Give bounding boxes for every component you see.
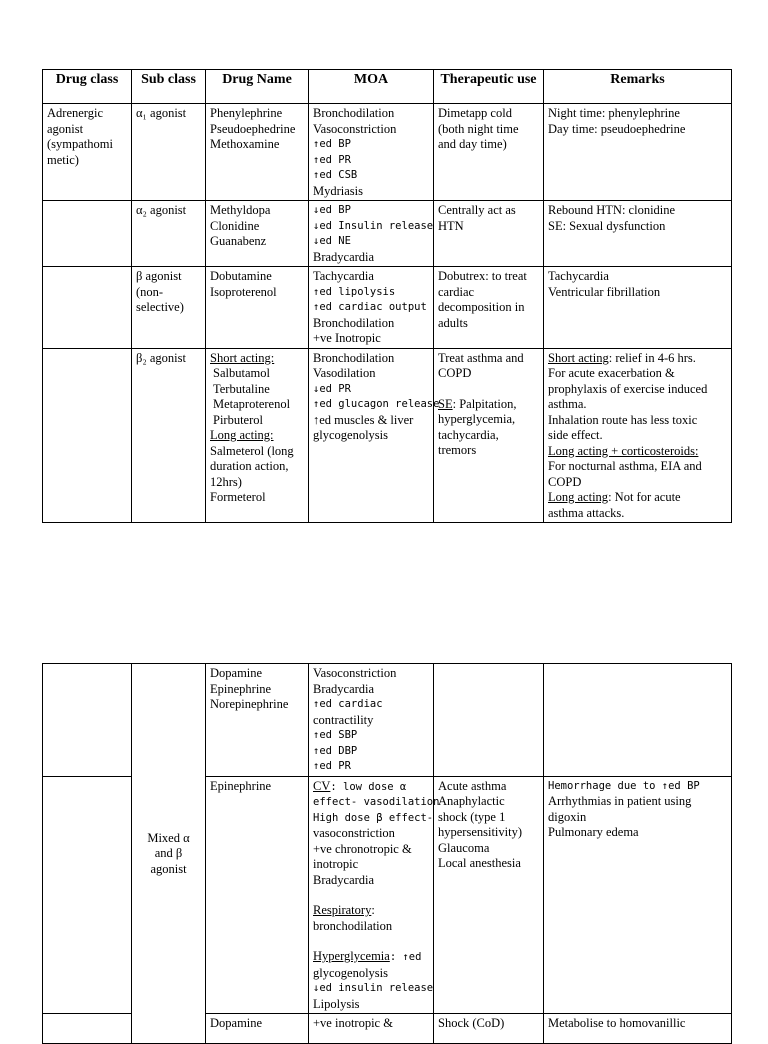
cv-text: : low dose α [330,780,407,793]
remarks-cell [544,1014,732,1044]
moa-line: ↓ed PR [313,382,351,395]
se-label: SE [438,396,453,411]
drug-name: Salmeterol (long [210,443,294,458]
drug-name: Dopamine [210,1016,263,1030]
respiratory-label: Respiratory [313,903,372,917]
table-row [43,267,732,349]
spacer [313,934,429,949]
moa-line: High dose β effect- [313,811,434,824]
drug-name: Epinephrine [210,778,272,793]
remarks-cell [544,104,732,201]
drug-name: Pseudoephedrine [210,121,296,136]
moa-line: Tachycardia [313,269,374,283]
short-acting-remark-text: : relief in 4-6 hrs. [608,350,696,365]
sub-class-label: (non- [136,284,164,299]
moa-line: ↑ed CSB [313,169,358,181]
drug-name: Guanabenz [210,234,267,248]
remarks-cell [544,348,732,523]
remark-line: asthma attacks. [548,505,625,520]
therapeutic-use-cell [434,104,544,201]
sub-class-label: selective) [136,300,184,314]
moa-line: bronchodilation [313,918,393,933]
sub-class-label: Mixed α [147,830,190,845]
use-line: HTN [438,218,464,233]
drug-class-cell [43,267,132,349]
drug-name: Isoproterenol [210,284,277,299]
spacer [438,382,539,397]
remark-line: Rebound HTN: clonidine [548,203,676,217]
use-line: tremors [438,443,477,457]
remark-line: asthma. [548,397,587,411]
remark-line: Day time: pseudoephedrine [548,121,686,136]
long-acting-remark-text: : Not for acute [608,490,681,504]
drug-name: Epinephrine [210,681,272,696]
drug-name: Terbutaline [213,381,270,396]
respiratory-text: : [371,903,375,917]
moa-line: Mydriasis [313,183,363,198]
use-line: tachycardia, [438,427,499,442]
moa-line: ↑ed PR [313,153,351,166]
remark-line: Tachycardia [548,269,609,283]
drug-name: Dopamine [210,666,263,680]
sub-class-label: agonist [150,861,187,876]
moa-line: ↑ed DBP [313,744,358,757]
therapeutic-use-cell [434,267,544,349]
use-line: hyperglycemia, [438,412,516,426]
remark-line: Pulmonary edema [548,825,639,839]
cv-label: CV [313,778,331,793]
drug-name-cell [206,1014,309,1044]
remark-line [548,351,727,367]
use-line: Treat asthma and [438,350,524,365]
moa-line: vasoconstriction [313,826,395,840]
sub-class-cell [132,348,206,523]
moa-line: inotropic [313,857,359,871]
sub-class-label: β agonist [136,269,182,283]
moa-line: ↑ed glucagon release [313,398,440,410]
moa-line: Bradycardia [313,681,375,696]
header-drug-class: Drug class [43,70,132,104]
table-row [43,201,732,267]
remark-line: For acute exacerbation & [548,366,675,380]
moa-line: ↑ed BP [313,138,351,150]
therapeutic-use-cell [434,1014,544,1044]
moa-line: contractility [313,712,374,727]
sub-class-label: β₂ agonist [136,350,186,365]
drug-class-line: Adrenergic [47,106,103,120]
se-text: : Palpitation, [452,396,517,411]
moa-line: ↑ed SBP [313,729,358,741]
moa-line: +ve inotropic & [313,1016,393,1030]
drug-name: Clonidine [210,218,260,233]
table-row [43,664,732,777]
moa-line: +ve chronotropic & [313,841,412,856]
drug-name: Salbutamol [213,366,270,380]
use-line: Local anesthesia [438,856,521,870]
use-line: hypersensitivity) [438,825,523,839]
moa-line: +ve Inotropic [313,331,381,345]
drug-class-cell [43,1014,132,1044]
remark-line: side effect. [548,428,603,442]
moa-line: Vasoconstriction [313,666,397,680]
therapeutic-use-cell [434,201,544,267]
drug-name: Norepinephrine [210,697,289,711]
moa-line: ↑ed cardiac output [313,301,427,313]
moa-line: Vasodilation [313,366,376,380]
sub-class-label: α₁ agonist [136,106,187,120]
remarks-cell [544,664,732,777]
drug-name: Metaproterenol [213,397,291,411]
short-acting-remark-label: Short acting [548,350,609,365]
therapeutic-use-cell [434,776,544,1014]
moa-line: Bradycardia [313,872,375,887]
use-line: shock (type 1 [438,809,506,824]
remark-line: digoxin [548,809,587,824]
drug-name: Formeterol [210,490,266,504]
remark-line: Metabolise to homovanillic [548,1016,686,1030]
remark-line: Night time: phenylephrine [548,106,680,120]
use-line: cardiac [438,284,475,299]
moa-cell [309,267,434,349]
drug-class-cell [43,104,132,201]
sub-class-cell [132,201,206,267]
hyperglycemia-text: : ↑ed [389,951,422,963]
therapeutic-use-cell [434,664,544,777]
moa-line: ↓ed BP [313,204,351,216]
moa-line: Lipolysis [313,996,360,1011]
header-sub-class: Sub class [132,70,206,104]
moa-line: effect- vasodilation [313,796,440,808]
moa-line: ↑ed muscles & liver [313,412,414,427]
moa-line: Vasoconstriction [313,121,397,136]
header-remarks: Remarks [544,70,732,104]
remark-line [548,490,727,506]
drug-table-mixed-agonist [42,663,732,1044]
drug-name-cell [206,664,309,777]
remarks-cell [544,776,732,1014]
moa-cell [309,664,434,777]
moa-cell [309,776,440,1014]
side-effects-line [438,397,539,413]
moa-line: ↑ed lipolysis [313,285,396,298]
drug-table-adrenergic [42,69,732,523]
moa-cell [309,201,434,267]
remark-line: Arrhythmias in patient using [548,794,692,808]
drug-class-line: agonist [47,121,84,136]
moa-cell [309,348,440,523]
moa-line: ↓ed NE [313,235,351,247]
table-header-row [43,70,732,104]
drug-class-cell [43,664,132,777]
use-line: (both night time [438,121,519,136]
table-row [43,104,732,201]
moa-line [313,903,429,919]
moa-line: ↓ed Insulin release [313,219,434,232]
drug-name: Dobutamine [210,269,272,283]
moa-line [313,779,429,796]
moa-line: ↑ed PR [313,760,351,772]
use-line: Centrally act as [438,203,516,217]
sub-class-cell [132,664,206,1044]
moa-line: glycogenolysis [313,428,388,442]
drug-name-cell [206,776,309,1014]
drug-class-line: (sympathomi [47,137,113,151]
use-line: adults [438,315,468,330]
remark-line: Hemorrhage due to ↑ed BP [548,779,700,792]
moa-line: glycogenolysis [313,965,388,980]
drug-name: Methoxamine [210,137,280,151]
use-line: COPD [438,366,472,380]
moa-cell [309,1014,434,1044]
header-moa: MOA [309,70,434,104]
table-row [43,348,732,523]
drug-name: Pirbuterol [213,412,263,427]
drug-class-cell [43,201,132,267]
drug-name: duration action, [210,459,289,473]
moa-line: ↓ed insulin release [313,982,434,994]
sub-class-label: and β [154,846,183,861]
drug-class-cell [43,348,132,523]
use-line: decomposition in [438,300,525,314]
sub-class-cell [132,267,206,349]
spacer [313,888,429,903]
use-line: Anaphylactic [438,794,505,808]
header-drug-name: Drug Name [206,70,309,104]
use-line: and day time) [438,137,507,151]
long-acting-remark-label: Long acting [548,490,609,504]
remark-line: prophylaxis of exercise induced [548,381,708,396]
drug-name-cell [206,267,309,349]
therapeutic-use-cell [434,348,544,523]
hyperglycemia-label: Hyperglycemia [313,949,390,963]
remark-line: SE: Sexual dysfunction [548,218,666,233]
remark-line: Ventricular fibrillation [548,284,661,299]
remark-line: For nocturnal asthma, EIA and [548,459,702,473]
sub-class-cell [132,104,206,201]
short-acting-label: Short acting: [210,350,275,365]
drug-name-cell [206,348,309,523]
moa-cell [309,104,434,201]
long-acting-label: Long acting: [210,428,274,442]
moa-line [313,949,429,966]
moa-line: Bradycardia [313,249,375,264]
moa-line: Bronchodilation [313,106,395,120]
use-line: Acute asthma [438,778,507,793]
moa-line: Bronchodilation [313,350,395,365]
remarks-cell [544,201,732,267]
use-line: Dobutrex: to treat [438,269,527,283]
remark-line: Inhalation route has less toxic [548,412,698,427]
drug-class-cell [43,776,132,1014]
moa-line: ↑ed cardiac [313,698,383,710]
drug-name: Phenylephrine [210,106,283,120]
sub-class-label: α₂ agonist [136,203,187,217]
long-acting-corticosteroids-label: Long acting + corticosteroids: [548,443,699,458]
use-line: Shock (CoD) [438,1016,505,1030]
moa-line: Bronchodilation [313,315,395,330]
header-therapeutic-use: Therapeutic use [434,70,544,104]
remark-line: COPD [548,474,582,489]
remarks-cell [544,267,732,349]
use-line: Glaucoma [438,840,490,855]
drug-class-line: metic) [47,152,79,167]
drug-name: Methyldopa [210,203,271,217]
drug-name-cell [206,104,309,201]
drug-name-cell [206,201,309,267]
use-line: Dimetapp cold [438,106,512,120]
drug-name: 12hrs) [210,474,242,489]
